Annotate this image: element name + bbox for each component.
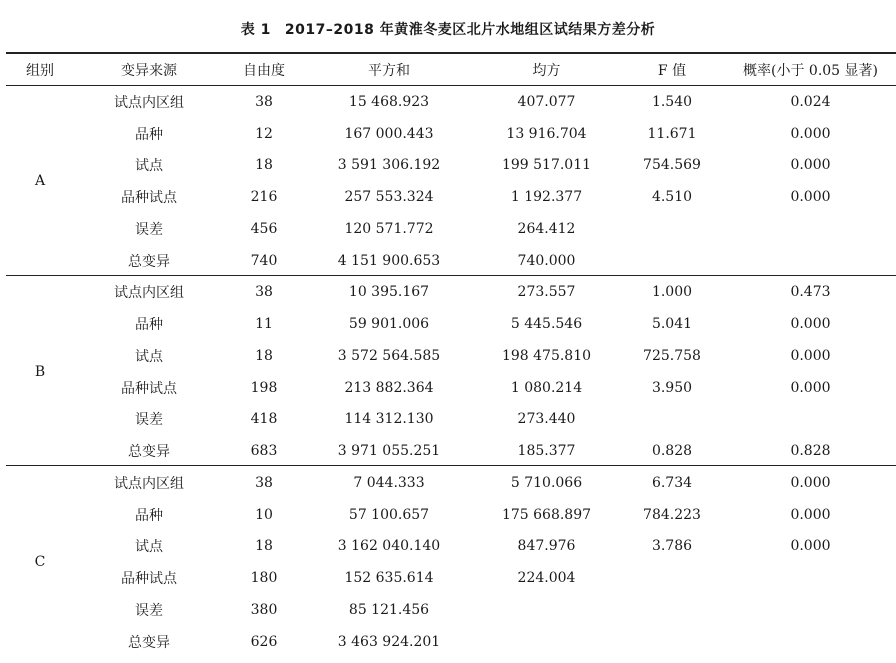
p-cell — [725, 594, 896, 626]
f-cell: 6.734 — [651, 474, 693, 491]
p-cell: 0.000 — [790, 538, 831, 555]
p-cell: 0.000 — [790, 316, 831, 333]
source-cell: 试点内区组 — [114, 285, 184, 302]
ss-cell: 3 463 924.201 — [337, 633, 441, 650]
source-cell: 试点 — [135, 348, 163, 365]
df-cell: 418 — [250, 411, 278, 428]
source-cell: 误差 — [135, 221, 163, 238]
p-cell: 0.828 — [790, 443, 831, 460]
df-cell: 456 — [250, 220, 278, 237]
ms-cell: 273.440 — [517, 411, 576, 428]
ms-cell: 1 192.377 — [510, 189, 583, 206]
ms-cell: 5 445.546 — [510, 316, 583, 333]
source-cell: 总变异 — [128, 634, 170, 651]
table-row — [6, 531, 896, 563]
source-cell: 品种试点 — [121, 380, 177, 397]
f-cell: 784.223 — [643, 506, 701, 523]
header-row — [6, 53, 896, 86]
source-cell: 品种试点 — [121, 571, 177, 588]
df-cell: 683 — [250, 443, 278, 460]
table-row — [6, 499, 896, 531]
ss-cell: 7 044.333 — [353, 474, 425, 491]
f-cell: 11.671 — [647, 125, 697, 142]
source-cell: 误差 — [135, 412, 163, 429]
p-cell: 0.000 — [790, 347, 831, 364]
ss-cell: 3 162 040.140 — [337, 538, 441, 555]
p-cell: 0.000 — [790, 157, 831, 174]
p-cell: 0.000 — [790, 379, 831, 396]
df-cell: 38 — [255, 474, 273, 491]
f-cell — [619, 562, 725, 594]
table-row — [6, 404, 896, 436]
ss-cell: 213 882.364 — [344, 379, 434, 396]
f-cell: 0.828 — [651, 443, 693, 460]
p-cell: 0.000 — [790, 125, 831, 142]
df-cell: 626 — [250, 633, 278, 650]
ss-cell: 10 395.167 — [348, 284, 430, 301]
f-cell — [619, 626, 725, 658]
header-group: 组别 — [26, 62, 54, 79]
df-cell: 38 — [255, 284, 273, 301]
ss-cell: 152 635.614 — [344, 570, 434, 587]
ms-cell: 273.557 — [517, 284, 576, 301]
table-row — [6, 467, 896, 499]
ms-cell: 185.377 — [517, 443, 576, 460]
table-title: 2017–2018 年黄淮冬麦区北片水地组区试结果方差分析 — [284, 22, 656, 38]
source-cell: 品种 — [135, 507, 163, 524]
table-row — [6, 213, 896, 245]
group-label: A — [34, 173, 46, 190]
ss-cell: 3 591 306.192 — [337, 157, 441, 174]
header-ss: 平方和 — [368, 62, 410, 79]
df-cell: 740 — [250, 252, 278, 269]
table-caption — [0, 19, 896, 39]
ms-cell: 5 710.066 — [510, 474, 583, 491]
source-cell: 总变异 — [128, 253, 170, 270]
source-cell: 试点 — [135, 539, 163, 556]
header-f: F 值 — [657, 62, 687, 79]
table-row — [6, 372, 896, 404]
ss-cell: 15 468.923 — [348, 93, 430, 110]
group-label: C — [34, 554, 46, 571]
p-cell — [725, 562, 896, 594]
source-cell: 品种试点 — [121, 190, 177, 207]
p-cell — [725, 245, 896, 277]
ss-cell: 57 100.657 — [348, 506, 430, 523]
table-row — [6, 626, 896, 658]
df-cell: 12 — [255, 125, 273, 142]
p-cell — [725, 626, 896, 658]
f-cell: 754.569 — [643, 157, 701, 174]
table-row — [6, 86, 896, 118]
table-number: 表 1 — [240, 22, 271, 38]
df-cell: 10 — [255, 506, 273, 523]
p-cell — [725, 404, 896, 436]
df-cell: 198 — [250, 379, 278, 396]
ss-cell: 114 312.130 — [344, 411, 434, 428]
header-ms: 均方 — [532, 62, 561, 79]
ms-cell: 175 668.897 — [501, 506, 592, 523]
header-p: 概率(小于 0.05 显著) — [743, 62, 878, 79]
f-cell: 4.510 — [651, 189, 693, 206]
ms-cell: 198 475.810 — [501, 347, 592, 364]
p-cell: 0.000 — [790, 506, 831, 523]
df-cell: 216 — [250, 189, 278, 206]
source-cell: 试点 — [135, 158, 163, 175]
df-cell: 380 — [250, 601, 278, 618]
ss-cell: 3 971 055.251 — [337, 443, 441, 460]
source-cell: 试点内区组 — [114, 475, 184, 492]
f-cell — [619, 245, 725, 277]
ms-cell — [474, 594, 619, 626]
source-cell: 误差 — [135, 602, 163, 619]
ms-cell: 740.000 — [517, 252, 576, 269]
df-cell: 18 — [255, 538, 273, 555]
f-cell: 3.950 — [651, 379, 693, 396]
f-cell: 725.758 — [643, 347, 701, 364]
ss-cell: 59 901.006 — [348, 316, 430, 333]
p-cell — [725, 213, 896, 245]
table-row — [6, 594, 896, 626]
table-row — [6, 150, 896, 182]
ms-cell: 407.077 — [517, 93, 576, 110]
ms-cell: 224.004 — [517, 570, 576, 587]
table-row — [6, 308, 896, 340]
p-cell: 0.024 — [790, 93, 831, 110]
ms-cell: 1 080.214 — [510, 379, 583, 396]
ms-cell: 13 916.704 — [506, 125, 587, 142]
table-row — [6, 340, 896, 372]
df-cell: 18 — [255, 347, 273, 364]
f-cell: 1.000 — [651, 284, 693, 301]
f-cell: 3.786 — [651, 538, 693, 555]
table-body — [6, 86, 896, 658]
ms-cell: 264.412 — [517, 220, 576, 237]
ss-cell: 167 000.443 — [344, 125, 434, 142]
ss-cell: 120 571.772 — [344, 220, 434, 237]
source-cell: 试点内区组 — [114, 94, 184, 111]
table-row — [6, 245, 896, 277]
df-cell: 18 — [255, 157, 273, 174]
table-row — [6, 181, 896, 213]
p-cell: 0.000 — [790, 474, 831, 491]
ss-cell: 257 553.324 — [344, 189, 434, 206]
table-row — [6, 562, 896, 594]
source-cell: 总变异 — [128, 444, 170, 461]
df-cell: 11 — [255, 316, 273, 333]
f-cell: 5.041 — [651, 316, 693, 333]
df-cell: 180 — [250, 570, 278, 587]
f-cell — [619, 404, 725, 436]
table-row — [6, 118, 896, 150]
ss-cell: 85 121.456 — [348, 601, 430, 618]
ms-cell: 847.976 — [517, 538, 576, 555]
table-row — [6, 435, 896, 467]
header-df: 自由度 — [243, 62, 285, 79]
table-row — [6, 277, 896, 309]
source-cell: 品种 — [135, 317, 163, 334]
header-source: 变异来源 — [121, 62, 177, 79]
p-cell: 0.473 — [790, 284, 831, 301]
group-label: B — [34, 363, 46, 380]
ms-cell: 199 517.011 — [501, 157, 592, 174]
ms-cell — [474, 626, 619, 658]
df-cell: 38 — [255, 93, 273, 110]
f-cell — [619, 594, 725, 626]
p-cell: 0.000 — [790, 189, 831, 206]
f-cell — [619, 213, 725, 245]
anova-table — [6, 53, 896, 658]
f-cell: 1.540 — [651, 93, 693, 110]
ss-cell: 4 151 900.653 — [337, 252, 441, 269]
ss-cell: 3 572 564.585 — [337, 347, 441, 364]
source-cell: 品种 — [135, 126, 163, 143]
